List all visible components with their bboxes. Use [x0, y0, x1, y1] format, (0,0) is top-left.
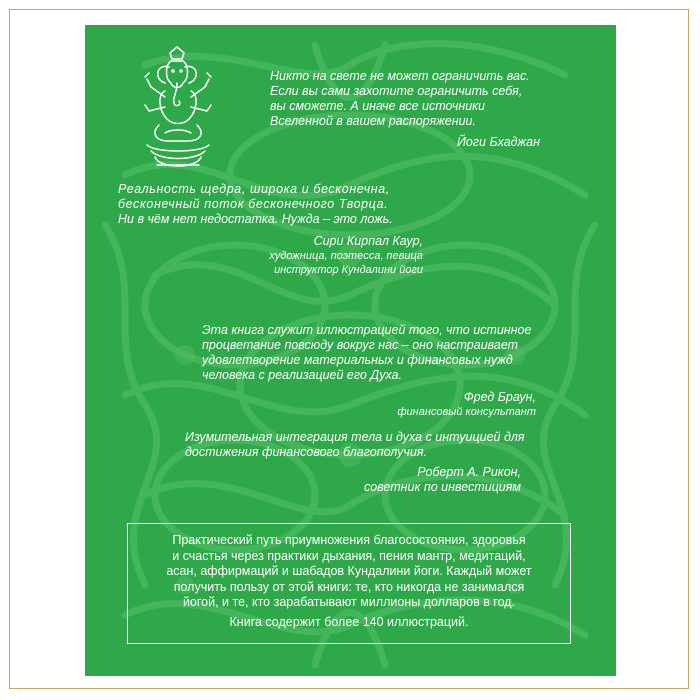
quote-line: Реальность щедра, широка и бесконечна,: [118, 182, 390, 196]
quote-line: вы сможете. А иначе все источники: [270, 99, 486, 113]
quote-line: бесконечный поток бесконечного Творца.: [118, 197, 389, 211]
quote-yogi-bhajan: [270, 69, 540, 150]
description-line: асан, аффирмаций и шабадов Кундалини йоги. Каждый может: [166, 564, 532, 578]
quote-line: удовлетворение материальных и финансовых нужд: [202, 353, 513, 367]
quote-fred-brown: [202, 323, 536, 419]
author-role: советник по инвестициям: [363, 480, 521, 494]
quote-author: Йоги Бхаджан: [456, 135, 540, 149]
quote-line: процветание повсюду вокруг нас – оно настраивает: [202, 338, 519, 352]
quote-line: Эта книга служит иллюстрацией того, что истинное: [202, 323, 532, 337]
book-description-box: [127, 523, 571, 644]
ganesha-icon: [135, 45, 220, 175]
quote-line: Изумительная интеграция тела и духа с интуицией для: [185, 430, 525, 444]
quote-author: Фред Браун,: [463, 390, 536, 404]
quote-line: Если вы сами захотите ограничить себя,: [270, 84, 523, 98]
description-line: получить пользу от этой книги: те, кто никогда не занимался: [173, 579, 525, 594]
quote-line: Никто на свете не может ограничить вас.: [270, 69, 530, 83]
quote-line: достижения финансового благополучия.: [185, 445, 427, 459]
quote-line: Ни в чём нет недостатка. Нужда – это ложь.: [118, 212, 393, 226]
author-role: финансовый консультант: [397, 406, 536, 418]
quote-author: Роберт А. Рикон,: [417, 465, 521, 479]
quote-author: Сири Кирпал Каур,: [313, 234, 423, 248]
description-line: Практический путь приумножения благосостояния, здоровья: [172, 533, 526, 547]
quote-siri-kirpal-kaur: [118, 182, 423, 277]
description-line: йогой, и те, кто зарабатывают миллионы долларов в год.: [182, 595, 516, 609]
author-role: художница, поэтесса, певица: [269, 250, 423, 262]
author-role: инструктор Кундалини йоги: [274, 264, 423, 276]
quote-line: человека с реализацией его Духа.: [202, 368, 403, 382]
illustrations-note: Книга содержит более 140 иллюстраций.: [229, 614, 469, 629]
back-cover: [85, 25, 616, 676]
quote-line: Вселенной в вашем распоряжении.: [270, 114, 476, 128]
quote-robert-rikon: [185, 430, 525, 495]
description-line: и счастья через практики дыхания, пения мантр, медитаций,: [172, 548, 526, 563]
